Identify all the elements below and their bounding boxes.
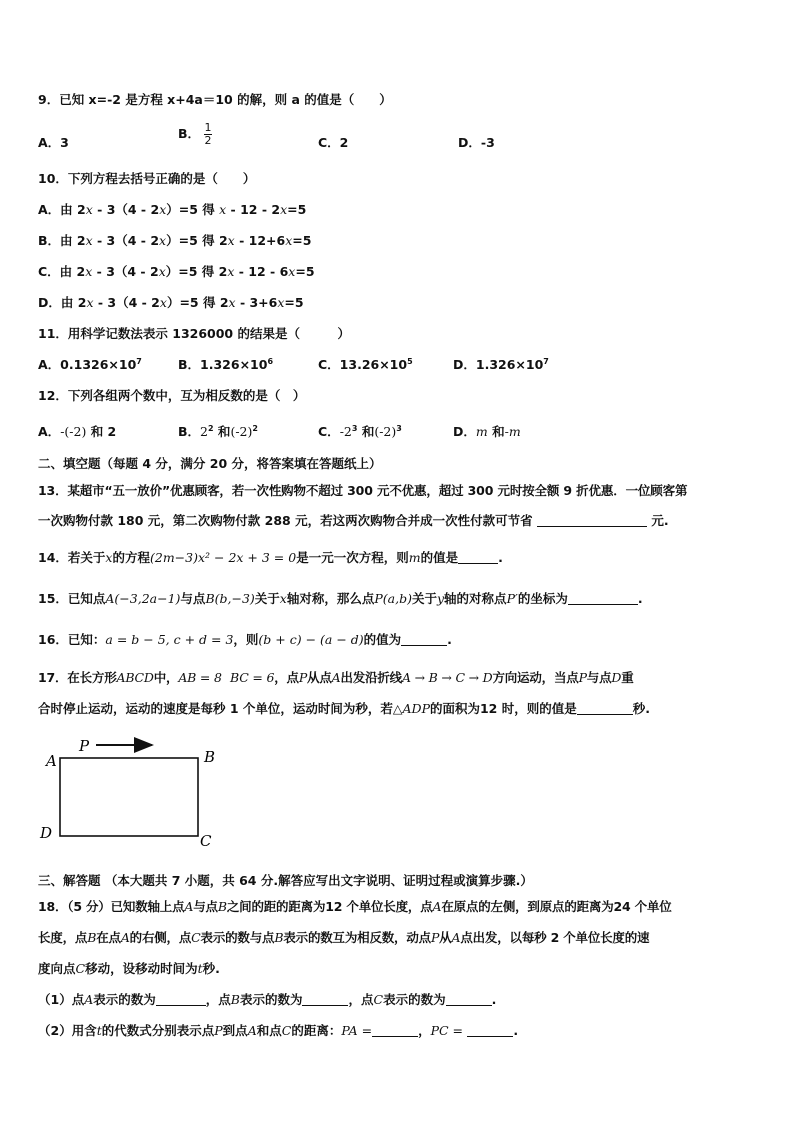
label-p: P [79,737,90,755]
q12-option-c: C．$-2^3$ 和$(-2)^3$ [318,424,402,439]
label-a: A [46,752,57,770]
q12-option-a: A．-(-2) 和 2 [38,424,117,439]
answer-blank[interactable] [537,514,647,527]
section-3-heading: 三、解答题 （本大题共 7 小题，共 64 分.解答应写出文字说明、证明过程或演算步骤.） [38,873,533,888]
answer-blank[interactable] [458,551,498,564]
q18-line-1: 18．（5 分）已知数轴上点A与点B之间的距的距离为12 个单位长度，点A在原点的左侧，到原点的距离为24 个单位 [38,899,672,914]
q10-option-a: A．由 2x - 3（4 - 2x）=5 得 x - 12 - 2x=5 [38,202,307,217]
q11-option-c: C．$13.26\times 10^5$ [318,357,413,372]
q11-option-b: B．$1.326\times 10^6$ [178,357,274,372]
rectangle-figure [36,734,226,850]
answer-blank[interactable] [372,1024,418,1037]
q9-stem: 9．已知 x=-2 是方程 x+4a＝10 的解，则 a 的值是（ ） [38,92,392,107]
answer-blank[interactable] [568,592,638,605]
q11-option-d: D．$1.326\times 10^7$ [453,357,549,372]
q9-option-d: D．-3 [458,135,495,150]
q12-stem: 12．下列各组两个数中，互为相反数的是（ ） [38,388,306,403]
q9-option-b: B． $\frac{1}{2}$ [178,121,212,147]
q10-stem: 10．下列方程去括号正确的是（ ） [38,171,256,186]
q13-line-1: 13．某超市“五一放价”优惠顾客，若一次性购物不超过 300 元不优惠，超过 300 元时按全额 9 折优惠．一位顾客第 [38,483,688,498]
q9-option-c: C．2 [318,135,349,150]
answer-blank[interactable] [401,633,447,646]
q18-part-2: （2）用含t的代数式分别表示点P到点A和点C的距离：PA = ，PC = . [38,1023,519,1038]
answer-blank[interactable] [156,993,206,1006]
q15: 15．已知点A(−3,2a−1)与点B(b,−3)关于x轴对称，那么点P(a,b)关于y轴的对称点P′的坐标为 . [38,591,643,606]
q17-line-1: 17．在长方形ABCD中，AB = 8 BC = 6，点P从点A出发沿折线A → B → C → D方向运动，当点P与点D重 [38,670,634,685]
q16: 16．已知：a = b − 5, c + d = 3，则(b + c) − (a − d)的值为 . [38,632,452,647]
answer-blank[interactable] [302,993,348,1006]
q10-option-c: C．由 2x - 3（4 - 2x）=5 得 2x - 12 - 6x=5 [38,264,315,279]
q12-option-d: D．m 和-m [453,424,521,439]
q13-line-2: 一次购物付款 180 元，第二次购物付款 288 元，若这两次购物合并成一次性付款可节省 元. [38,513,669,528]
q12-option-b: B．$2^2$ 和$(-2)^2$ [178,424,258,439]
label-c: C [200,832,212,850]
label-b: B [204,748,216,766]
fraction: $\frac{1}{2}$ [204,121,212,147]
q9-option-a: A．3 [38,135,69,150]
q18-line-2: 长度，点B在点A的右侧，点C表示的数与点B表示的数互为相反数，动点P从A点出发，以每秒 2 个单位长度的速 [38,930,650,945]
rectangle-abcd [60,758,198,836]
q10-option-d: D．由 2x - 3（4 - 2x）=5 得 2x - 3+6x=5 [38,295,304,310]
q17-line-2: 合时停止运动，运动的速度是每秒 1 个单位，运动时间为秒，若△ADP的面积为12 时，则的值是 秒. [38,701,650,716]
q11-stem: 11．用科学记数法表示 1326000 的结果是（ ） [38,326,350,341]
q14: 14．若关于x的方程(2m−3)x² − 2x + 3 = 0是一元一次方程，则m的值是 . [38,550,503,565]
answer-blank[interactable] [577,702,633,715]
q18-part-1: （1）点A表示的数为 ，点B表示的数为 ，点C表示的数为 . [38,992,497,1007]
answer-blank[interactable] [467,1024,513,1037]
q11-option-a: A．$0.1326\times 10^7$ [38,357,142,372]
q10-option-b: B．由 2x - 3（4 - 2x）=5 得 2x - 12+6x=5 [38,233,312,248]
answer-blank[interactable] [446,993,492,1006]
label-d: D [40,824,53,842]
q18-line-3: 度向点C移动，设移动时间为t秒. [38,961,220,976]
section-2-heading: 二、填空题（每题 4 分，满分 20 分，将答案填在答题纸上） [38,456,382,471]
